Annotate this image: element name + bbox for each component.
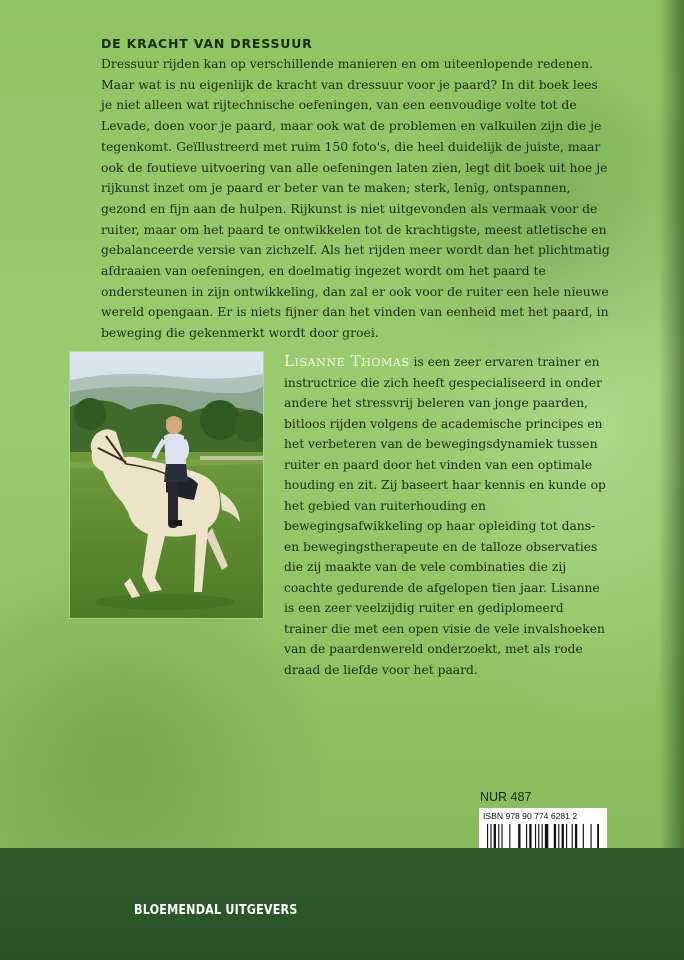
spine-shadow [658, 0, 684, 960]
author-bio-text: is een zeer ervaren trainer en instructrice die zich heeft gespecialiseerd in onder andere het stressvrij beleren van jonge paarden, bitloos rijden volgens de academische principes en het verbeteren van de bewegingsdynamiek tussen ruiter en paard door het vinden van een optimale houding en zit. Zij baseert haar kennis en kunde op het gebied van ruiterhouding en bewegingsafwikkeling op haar opleiding tot dans- en bewegingstherapeute en de talloze observaties die zij maakte van de vele combinaties die zij coachte gedurende de afgelopen tien jaar. Lisanne is een zeer veelzijdig ruiter en gediplomeerd trainer die met een open visie de vele invalshoeken van de paardenwereld onderzoekt, met als rode draad de liefde voor het paard. [284, 355, 606, 677]
publisher-footer [0, 848, 684, 960]
nur-code: NUR 487 [480, 790, 532, 804]
author-name: Lisanne Thomas [284, 352, 410, 370]
publisher-name: BLOEMENDAL UITGEVERS [134, 903, 298, 918]
author-bio [284, 351, 610, 680]
book-blurb: Dressuur rijden kan op verschillende manieren en om uiteenlopende redenen. Maar wat is nu eigenlijk de kracht van dressuur voor je paard? In dit boek lees je niet alleen wat rijtechnische oefeningen, van een eenvoudige volte tot de Levade, doen voor je paard, maar ook wat de problemen en valkuilen zijn die je tegenkomt. Geïllustreerd met ruim 150 foto's, die heel duidelijk de juiste, maar ook de foutieve uitvoering van alle oefeningen laten zien, legt dit boek uit hoe je rijkunst inzet om je paard er beter van te maken; sterk, lenig, ontspannen, gezond en fijn aan de hulpen. Rijkunst is niet uitgevonden als vermaak voor de ruiter, maar om het paard te ontwikkelen tot de krachtigste, meest atletische en gebalanceerde versie van zichzelf. Als het rijden meer wordt dan het plichtmatig afdraaien van oefeningen, en doelmatig ingezet wordt om het paard te ondersteunen in zijn ontwikkeling, dan zal er ook voor de ruiter een hele nieuwe wereld opengaan. Er is niets fijner dan het vinden van eenheid met het paard, in beweging die gekenmerkt wordt door groei. [101, 56, 610, 341]
section-heading: DE KRACHT VAN DRESSUUR [101, 36, 313, 51]
author-photo [69, 351, 264, 619]
isbn-label: ISBN 978 90 774 6281 2 [483, 811, 578, 821]
